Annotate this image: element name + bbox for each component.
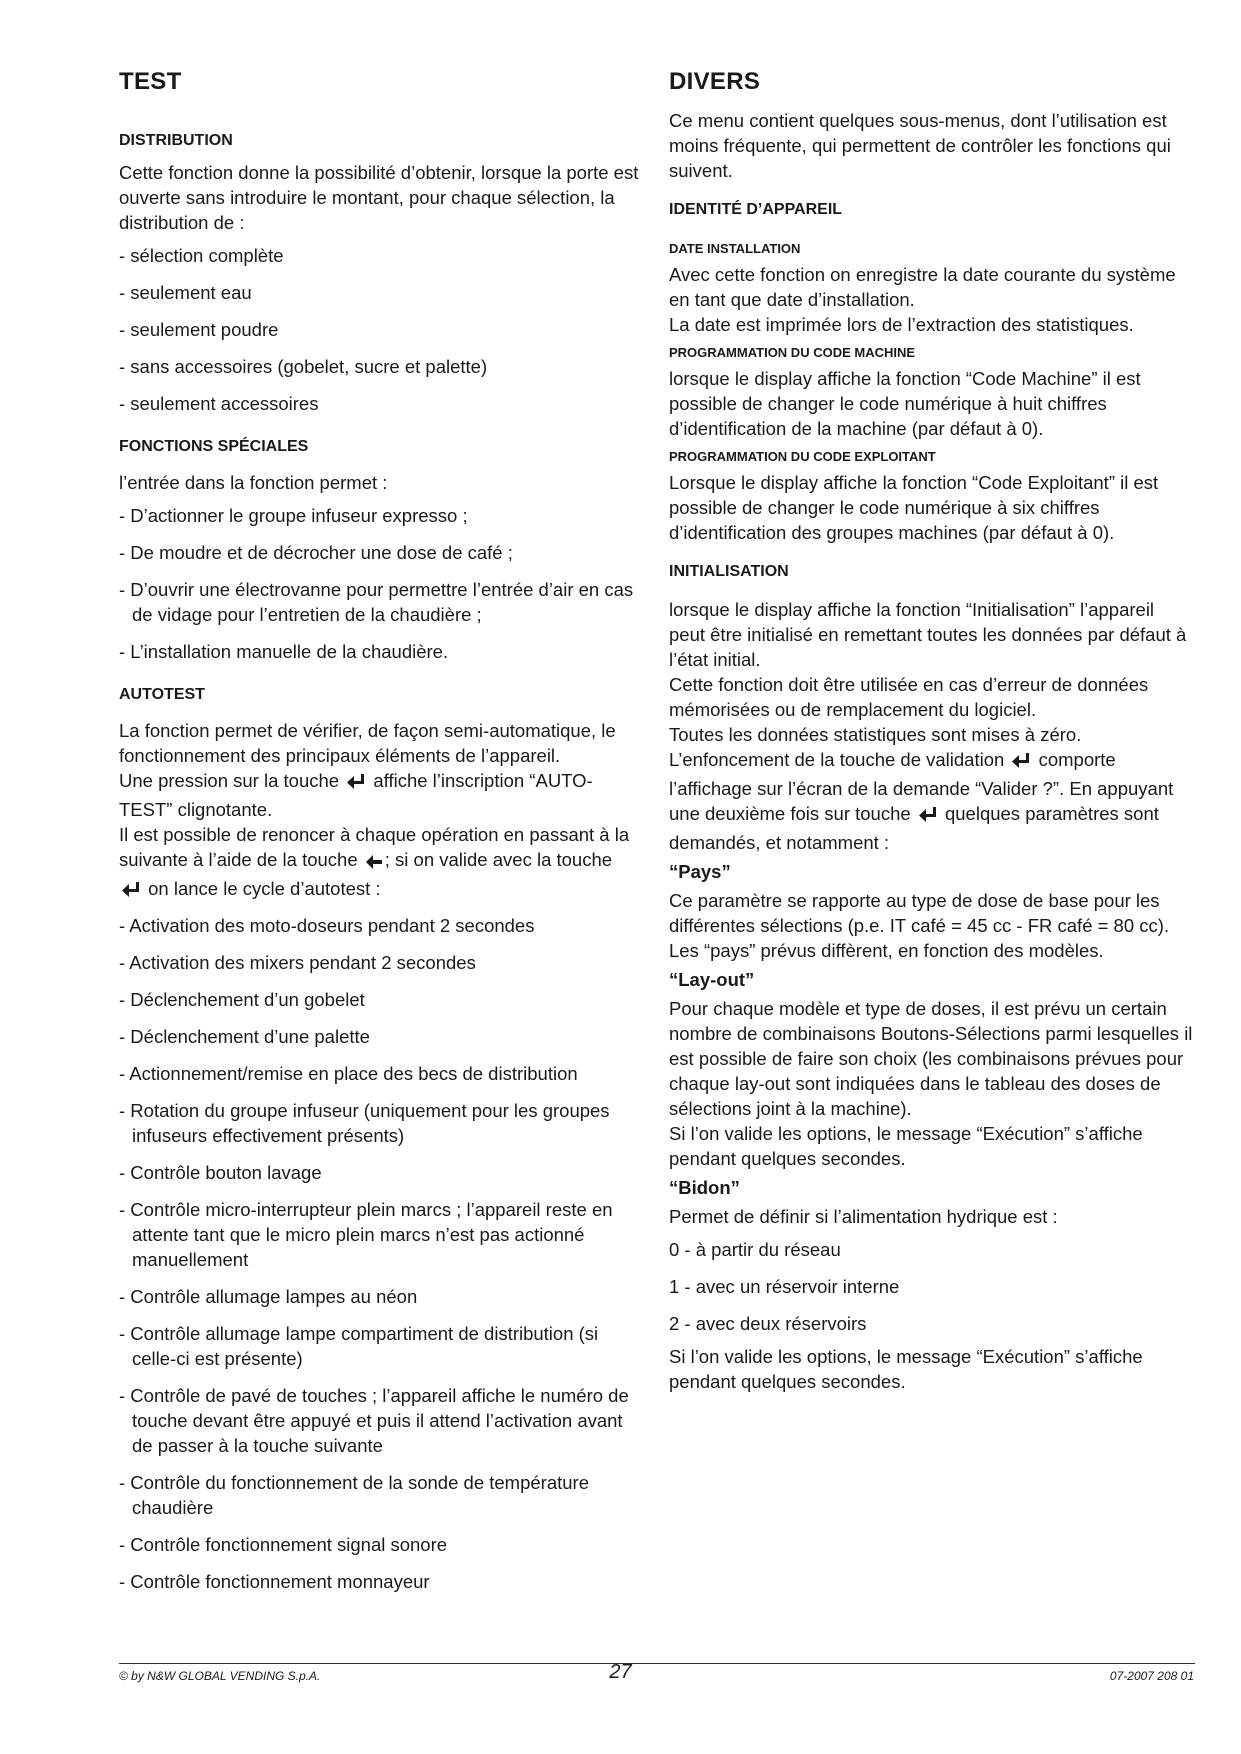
heading-distribution: DISTRIBUTION [119, 132, 233, 149]
autotest-list [119, 913, 639, 1594]
list-item: - sélection complète [119, 245, 284, 266]
date-paragraph-1: Avec cette fonction on enregistre la date courante du système en tant que date d’installation. [669, 264, 1176, 310]
section-title-test: TEST [119, 68, 182, 95]
init-paragraph-4 [669, 747, 1194, 855]
section-title-divers: DIVERS [669, 68, 761, 95]
list-item: - Activation des mixers pendant 2 secondes [119, 952, 476, 973]
speciales-intro: l’entrée dans la fonction permet : [119, 472, 388, 493]
init-paragraph-1: lorsque le display affiche la fonction “Initialisation” l’appareil peut être initialisé en remettant toutes les données par défaut à l’état initial. [669, 599, 1187, 670]
speciales-list [119, 503, 639, 664]
divers-intro: Ce menu contient quelques sous-menus, dont l’utilisation est moins fréquente, qui permettent de contrôler les fonctions qui suivent. [669, 110, 1171, 181]
list-item: - seulement accessoires [119, 393, 319, 414]
list-item: - Contrôle micro-interrupteur plein marcs ; l’appareil reste en attente tant que le micro plein marcs n’est pas actionné manuellement [119, 1199, 613, 1270]
autotest-para2-b: affiche l’inscription “AUTO-TEST” clignotante. [119, 770, 593, 820]
list-item: - Contrôle de pavé de touches ; l’appareil affiche le numéro de touche devant être appuyé et puis il attend l’activation avant de passer à la touche suivante [119, 1385, 629, 1456]
autotest-para3-a: Il est possible de renoncer à chaque opération en passant à la suivante à l’aide de la touche [119, 824, 630, 870]
list-item: - Contrôle fonctionnement signal sonore [119, 1534, 448, 1555]
page-number: 27 [609, 1661, 632, 1683]
bidon-paragraph: Si l’on valide les options, le message “Exécution” s’affiche pendant quelques secondes. [669, 1346, 1143, 1392]
list-item: - Contrôle allumage lampes au néon [119, 1286, 418, 1307]
heading-initialisation: INITIALISATION [669, 563, 789, 580]
heading-date-installation: DATE INSTALLATION [669, 241, 801, 256]
back-arrow-icon [365, 851, 383, 876]
layout-paragraph-1: Pour chaque modèle et type de doses, il est prévu un certain nombre de combinaisons Boutons-Sélections parmi lesquelles il est possible de faire son choix (les combinaisons prévues pour chaque lay-out sont indiquées dans le tableau des doses de sélections joint à la machine). [669, 998, 1193, 1119]
param-bidon-label: “Bidon” [669, 1177, 740, 1198]
autotest-paragraph-3 [119, 822, 639, 905]
list-item: - De moudre et de décrocher une dose de café ; [119, 542, 513, 563]
footer-copyright: © by N&W GLOBAL VENDING S.p.A. [119, 1669, 321, 1683]
heading-identite: IDENTITÉ D’APPAREIL [669, 201, 843, 218]
date-paragraph-2: La date est imprimée lors de l’extraction des statistiques. [669, 314, 1134, 335]
bidon-intro: Permet de définir si l’alimentation hydrique est : [669, 1206, 1058, 1227]
enter-key-icon [346, 772, 366, 797]
list-item: 2 - avec deux réservoirs [669, 1313, 867, 1334]
param-pays-label: “Pays” [669, 861, 731, 882]
autotest-para3-c: on lance le cycle d’autotest : [148, 878, 381, 899]
heading-fonctions-speciales: FONCTIONS SPÉCIALES [119, 438, 309, 455]
pays-paragraph-2: Les “pays” prévus diffèrent, en fonction des modèles. [669, 940, 1104, 961]
init-paragraph-2: Cette fonction doit être utilisée en cas d’erreur de données mémorisées ou de remplacement du logiciel. [669, 674, 1149, 720]
pays-paragraph-1: Ce paramètre se rapporte au type de dose de base pour les différentes sélections (p.e. IT café = 45 cc - FR café = 80 cc). [669, 890, 1170, 936]
enter-key-icon [121, 880, 141, 905]
list-item: - Contrôle allumage lampe compartiment de distribution (si celle-ci est présente) [119, 1323, 599, 1369]
list-item: - Contrôle bouton lavage [119, 1162, 322, 1183]
list-item: - Rotation du groupe infuseur (uniquement pour les groupes infuseurs effectivement présents) [119, 1100, 610, 1146]
list-item: - Activation des moto-doseurs pendant 2 secondes [119, 915, 535, 936]
autotest-para3-b: ; si on valide avec la touche [384, 849, 613, 870]
right-column [669, 60, 1194, 1402]
left-column [119, 60, 639, 1606]
list-item: - L’installation manuelle de la chaudière. [119, 641, 449, 662]
list-item: - seulement eau [119, 282, 252, 303]
autotest-para1-text: La fonction permet de vérifier, de façon semi-automatique, le fonctionnement des principaux éléments de l’appareil. [119, 720, 616, 766]
distribution-paragraph: Cette fonction donne la possibilité d’obtenir, lorsque la porte est ouverte sans introduire le montant, pour chaque sélection, la distribution de : [119, 162, 639, 233]
list-item: - D’ouvrir une électrovanne pour permettre l’entrée d’air en cas de vidage pour l’entretien de la chaudière ; [119, 579, 634, 625]
bidon-list [669, 1237, 1194, 1336]
layout-paragraph-2: Si l’on valide les options, le message “Exécution” s’affiche pendant quelques secondes. [669, 1123, 1143, 1169]
init-para4-a: L’enfoncement de la touche de validation [669, 749, 1005, 770]
distribution-list [119, 243, 639, 416]
prog-machine-paragraph: lorsque le display affiche la fonction “Code Machine” il est possible de changer le code numérique à huit chiffres d’identification de la machine (par défaut à 0). [669, 368, 1141, 439]
list-item: - Contrôle fonctionnement monnayeur [119, 1571, 430, 1592]
list-item: - Déclenchement d’une palette [119, 1026, 370, 1047]
init-para4-c: quelques paramètres sont demandés, et notamment : [669, 803, 1159, 853]
autotest-para2-a: Une pression sur la touche [119, 770, 340, 791]
list-item: - Déclenchement d’un gobelet [119, 989, 365, 1010]
list-item: - Actionnement/remise en place des becs de distribution [119, 1063, 578, 1084]
param-layout-label: “Lay-out” [669, 969, 755, 990]
list-item: - sans accessoires (gobelet, sucre et palette) [119, 356, 488, 377]
list-item: 1 - avec un réservoir interne [669, 1276, 900, 1297]
list-item: 0 - à partir du réseau [669, 1239, 841, 1260]
heading-prog-code-exploitant: PROGRAMMATION DU CODE EXPLOITANT [669, 449, 936, 464]
prog-exploitant-paragraph: Lorsque le display affiche la fonction “Code Exploitant” il est possible de changer le code numérique à six chiffres d’identification des groupes machines (par défaut à 0). [669, 472, 1159, 543]
enter-key-icon [1011, 751, 1031, 776]
list-item: - Contrôle du fonctionnement de la sonde de température chaudière [119, 1472, 589, 1518]
init-para4-b: comporte l’affichage sur l’écran de la demande “Valider ?”. En appuyant une deuxième fois sur touche [669, 749, 1174, 824]
list-item: - seulement poudre [119, 319, 279, 340]
init-paragraph-3: Toutes les données statistiques sont mises à zéro. [669, 724, 1082, 745]
heading-autotest: AUTOTEST [119, 686, 205, 703]
enter-key-icon [918, 805, 938, 830]
heading-prog-code-machine: PROGRAMMATION DU CODE MACHINE [669, 345, 916, 360]
list-item: - D’actionner le groupe infuseur expresso ; [119, 505, 468, 526]
autotest-paragraph-1 [119, 718, 639, 768]
autotest-paragraph-2 [119, 768, 639, 822]
footer-doc-code: 07-2007 208 01 [1109, 1669, 1194, 1683]
